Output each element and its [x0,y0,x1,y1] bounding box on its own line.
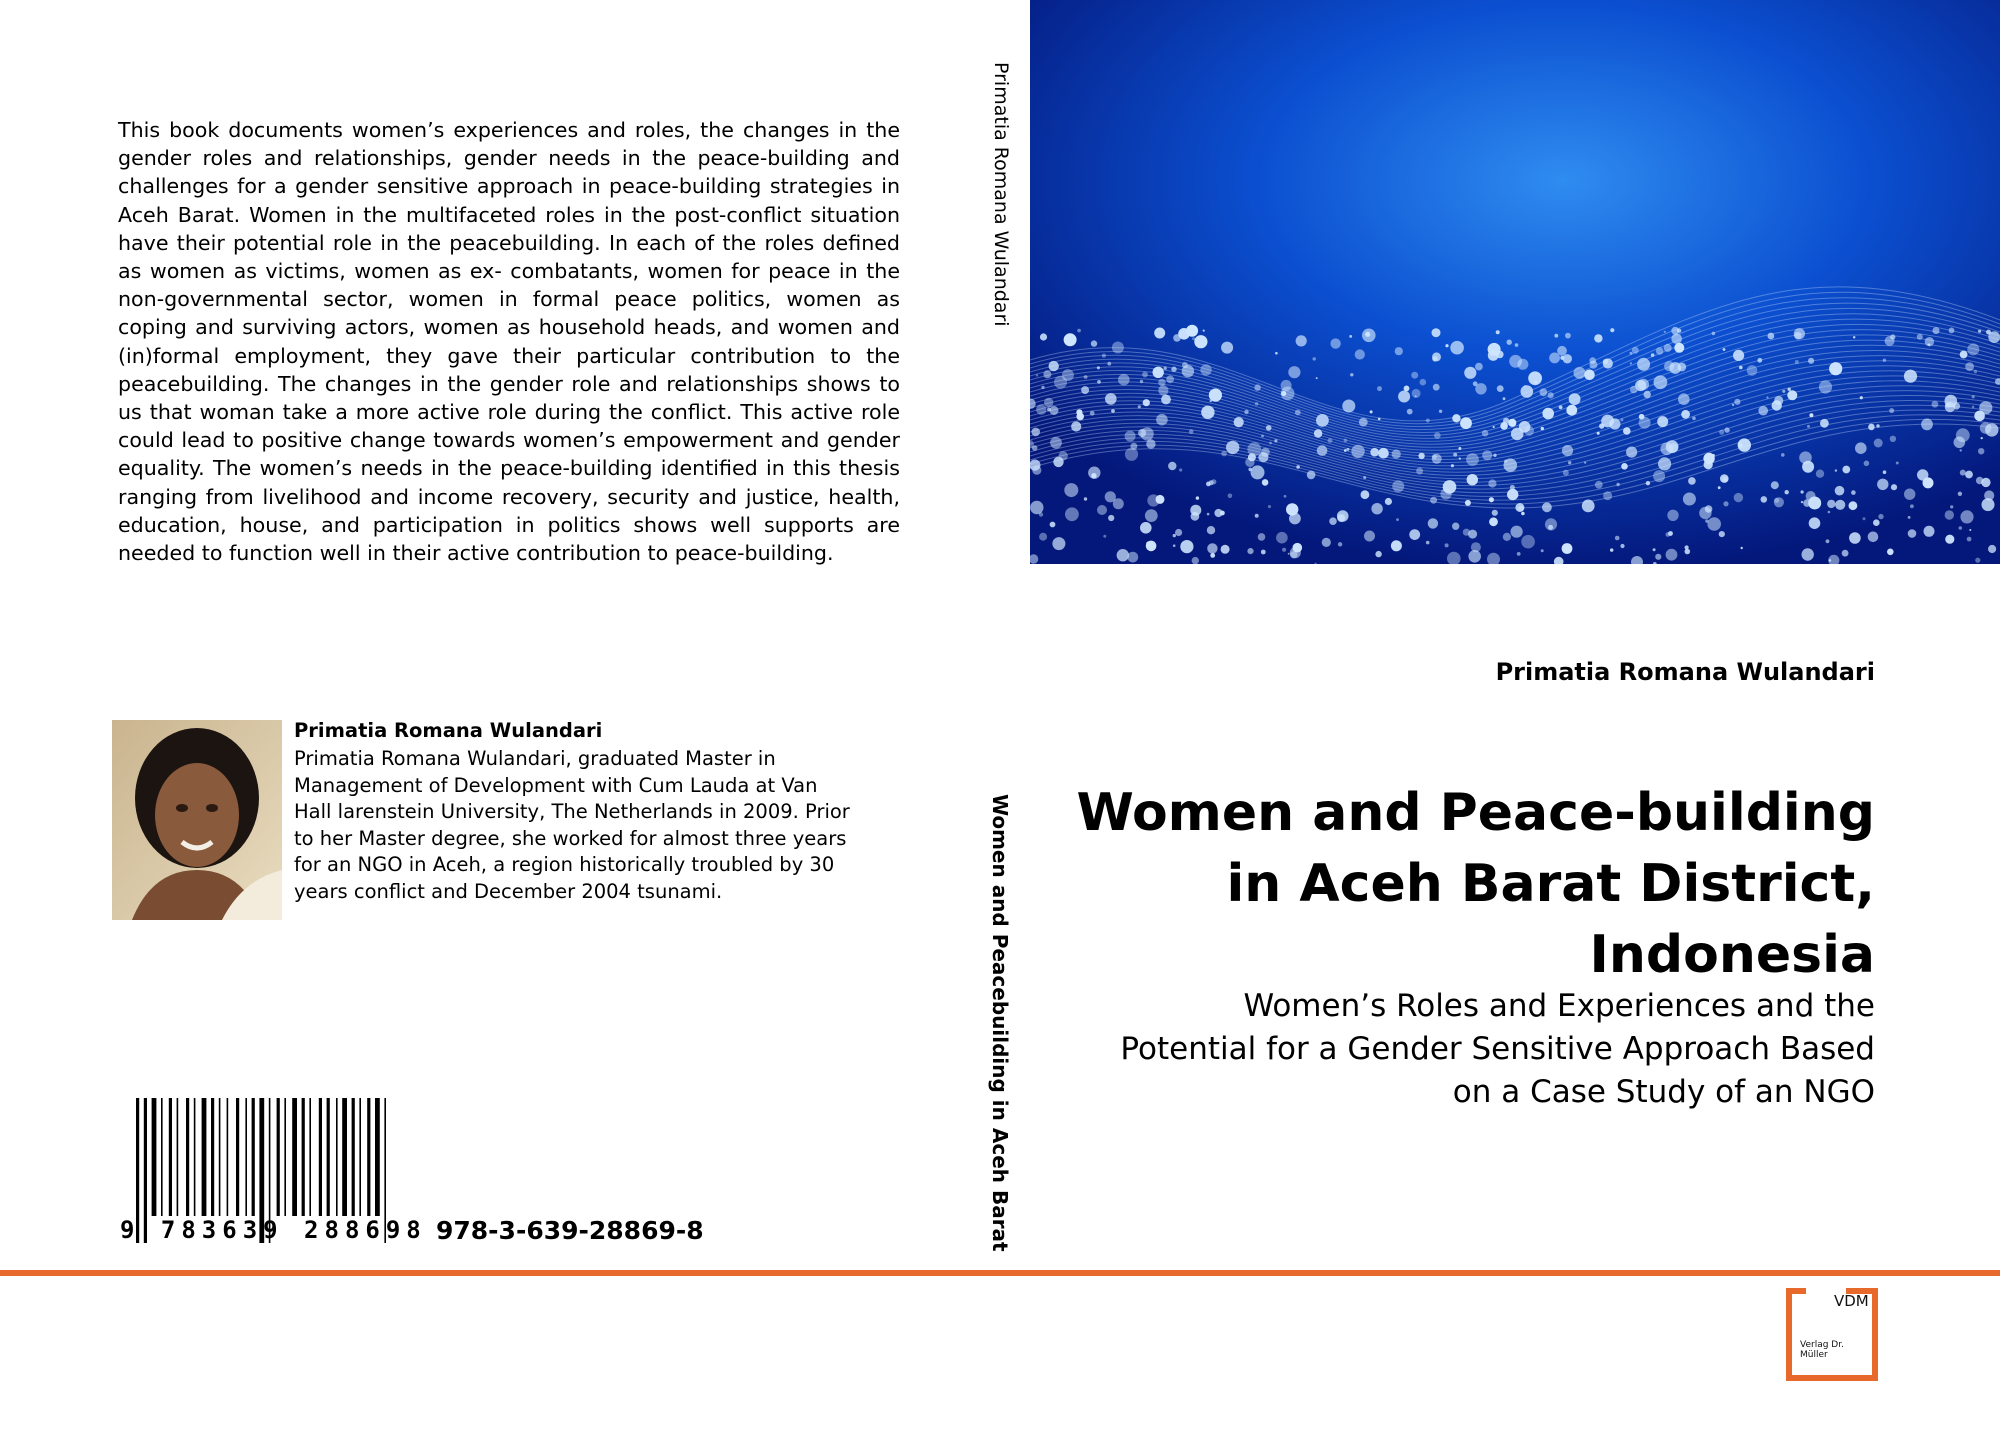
cover-artwork-image [1030,0,2000,564]
barcode-digits: 9 783639 288698 [120,1216,427,1244]
author-bio-text: Primatia Romana Wulandari, graduated Master in Management of Development with Cum Lauda at Van Hall larenstein University, The Netherlands in 2009. Prior to her Master degree, she worked for almost three years for an NGO in Aceh, a region historically troubled by 30 years conflict and December 2004 tsunami. [294,747,850,903]
author-portrait-image [112,720,282,920]
spine-title: Women and Peacebuilding in Aceh Barat [988,794,1012,1252]
author-bio-name: Primatia Romana Wulandari [294,719,603,742]
front-cover-subtitle: Women’s Roles and Experiences and the Potential for a Gender Sensitive Approach Based on a Case Study of an NGO [1120,988,1875,1110]
back-cover-description: This book documents women’s experiences and roles, the changes in the gender roles and relationships, gender needs in the peace-building and challenges for a gender sensitive approach in peace-building strategies in Aceh Barat. Women in the multifaceted roles in the post-conflict situation have their potential role in the peacebuilding. In each of the roles defined as women as victims, women as ex- combatants, women for peace in the non-governmental sector, women in formal peace politics, women as coping and surviving actors, women as household heads, and women and (in)formal employment, they gave their particular contribution to the peacebuilding. The changes in the gender role and relationships shows to us that woman take a more active role during the conflict. This active role could lead to positive change towards women’s empowerment and gender equality. The women’s needs in the peace-building identified in this thesis ranging from livelihood and income recovery, security and justice, health, education, house, and participation in politics shows well supports are needed to function well in their active contribution to peace-building. [118,118,900,566]
cover-artwork [1030,0,2000,564]
front-cover-author: Primatia Romana Wulandari [1495,658,1875,686]
isbn-number: 978-3-639-28869-8 [436,1216,704,1245]
front-cover-title: Women and Peace-building in Aceh Barat District, Indonesia [1076,783,1875,985]
publisher-logo [1786,1288,1878,1381]
publisher-logo-subtext: Verlag Dr. Müller [1800,1340,1844,1360]
author-photo [112,720,282,920]
orange-divider [0,1270,2000,1276]
spine-author: Primatia Romana Wulandari [990,62,1012,327]
publisher-logo-text: VDM [1834,1292,1869,1310]
